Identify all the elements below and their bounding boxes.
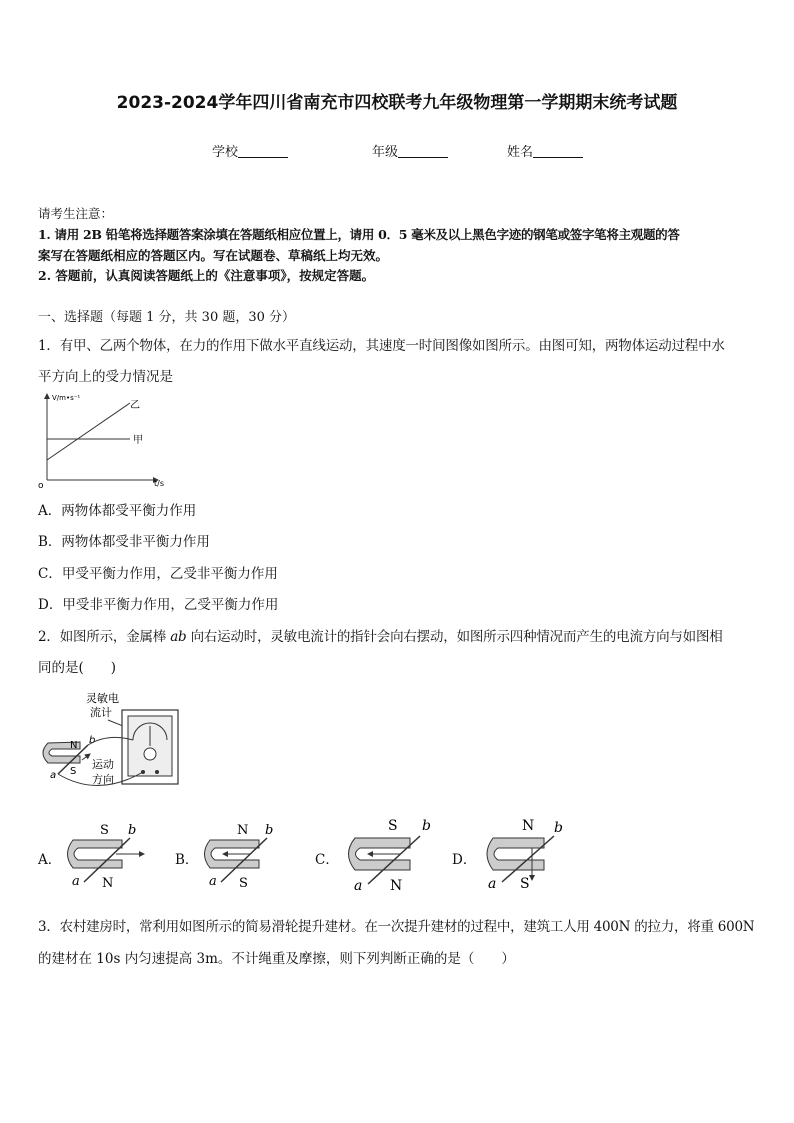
notice-line-1a: 1. 请用 2B 铅笔将选择题答案涂填在答题纸相应位置上，请用 0．5 毫米及以上黑色字迹的钢笔或签字笔将主观题的答 <box>38 227 680 242</box>
q1-option-c[interactable]: C．甲受平衡力作用，乙受非平衡力作用 <box>38 566 278 582</box>
svg-text:b: b <box>265 823 274 838</box>
svg-text:a: a <box>209 874 217 889</box>
q3-text-line2: 的建材在 10s 内匀速提高 3m。不计绳重及摩擦，则下列判断正确的是（ ） <box>38 951 515 967</box>
svg-text:S: S <box>388 818 398 834</box>
svg-text:a: a <box>354 878 363 894</box>
notice-line-2: 2. 答题前，认真阅读答题纸上的《注意事项》，按规定答题。 <box>38 268 375 283</box>
graph-ylabel: V/m•s⁻¹ <box>52 394 81 402</box>
section-heading: 一、选择题（每题 1 分，共 30 题，30 分） <box>38 310 296 325</box>
q2-option-c-label[interactable]: C． <box>315 852 339 868</box>
q2-option-d-figure[interactable] <box>478 808 578 896</box>
svg-text:S: S <box>70 766 77 777</box>
q2-option-b-figure[interactable] <box>195 812 285 892</box>
q1-text-line2: 平方向上的受力情况是 <box>38 369 173 385</box>
q1-option-b[interactable]: B．两物体都受非平衡力作用 <box>38 534 210 550</box>
svg-text:b: b <box>554 820 563 836</box>
svg-text:b: b <box>128 823 137 838</box>
svg-text:方向: 方向 <box>92 773 114 786</box>
school-label: 学校 <box>212 145 239 160</box>
name-label: 姓名 <box>507 145 534 160</box>
svg-text:S: S <box>239 876 248 891</box>
page-title: 2023-2024学年四川省南充市四校联考九年级物理第一学期期末统考试题 <box>116 93 678 113</box>
galvanometer-icon <box>122 710 178 784</box>
q2-main-figure <box>38 688 188 793</box>
school-field[interactable] <box>212 141 288 160</box>
graph-label-yi: 乙 <box>130 400 140 411</box>
graph-origin: o <box>38 481 44 490</box>
q2-option-d-label[interactable]: D． <box>452 852 477 868</box>
notice-heading: 请考生注意： <box>38 206 114 221</box>
q1-option-d[interactable]: D．甲受非平衡力作用，乙受平衡力作用 <box>38 597 279 613</box>
q2-option-c-figure[interactable] <box>338 808 438 896</box>
q2-rod-ab: ab <box>170 629 187 645</box>
q2-option-b-label[interactable]: B． <box>175 852 199 868</box>
q3-text-line1: 3．农村建房时，常利用如图所示的简易滑轮提升建材。在一次提升建材的过程中，建筑工人用 400N 的拉力，将重 600N <box>38 919 755 935</box>
q2-option-a-label[interactable]: A． <box>38 852 62 868</box>
svg-text:N: N <box>390 878 403 894</box>
svg-text:N: N <box>237 823 249 838</box>
q2-option-a-figure[interactable] <box>58 812 148 892</box>
meter-label-2: 流计 <box>90 706 112 719</box>
svg-text:a: a <box>50 770 57 781</box>
notice-line-1b: 案写在答题纸相应的答题区内。写在试题卷、草稿纸上均无效。 <box>38 248 389 263</box>
svg-text:N: N <box>70 740 78 751</box>
q1-text-line1: 1．有甲、乙两个物体，在力的作用下做水平直线运动，其速度一时间图像如图所示。由图可知，两物体运动过程中水 <box>38 338 725 354</box>
name-field[interactable] <box>507 141 583 160</box>
svg-text:S: S <box>520 876 530 892</box>
svg-text:N: N <box>522 818 535 834</box>
graph-label-jia: 甲 <box>133 435 143 446</box>
graph-xlabel: t/s <box>154 479 164 488</box>
q2-text-line1: 2．如图所示，金属棒 ab 向右运动时，灵敏电流计的指针会向右摆动，如图所示四种情况而产生的电流方向与如图相 <box>38 629 723 645</box>
grade-field[interactable] <box>372 141 448 160</box>
q1-option-a[interactable]: A．两物体都受平衡力作用 <box>38 503 197 519</box>
meter-label-1: 灵敏电 <box>86 692 119 705</box>
grade-label: 年级 <box>372 145 399 160</box>
svg-text:b: b <box>89 735 96 746</box>
svg-text:S: S <box>100 823 109 838</box>
svg-text:运动: 运动 <box>92 758 114 771</box>
svg-text:a: a <box>72 874 80 889</box>
q2-text-line2: 同的是( ) <box>38 660 117 676</box>
svg-text:b: b <box>422 818 431 834</box>
svg-text:N: N <box>102 876 114 891</box>
line-yi <box>47 403 130 460</box>
q1-velocity-time-graph <box>30 390 170 490</box>
svg-text:a: a <box>488 876 497 892</box>
